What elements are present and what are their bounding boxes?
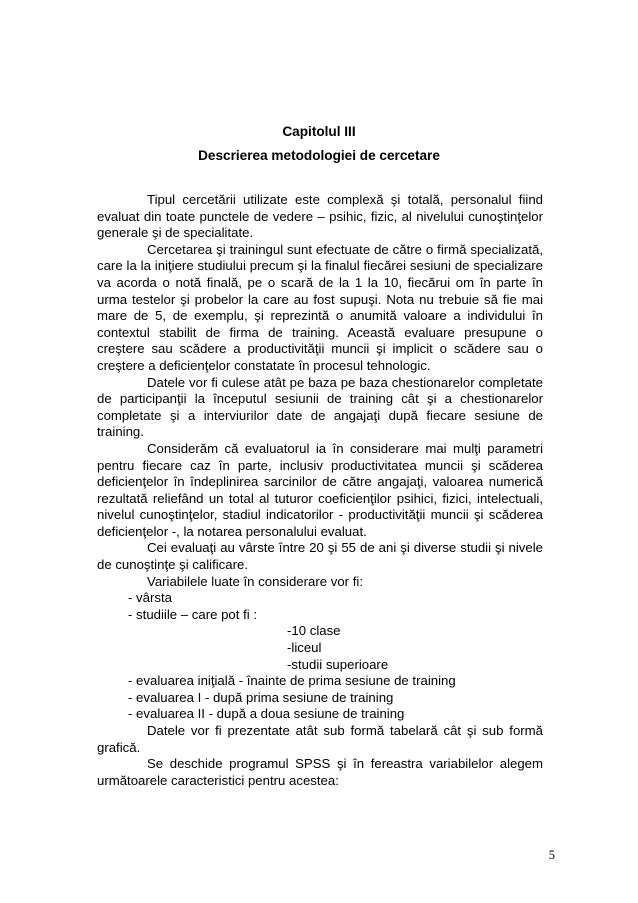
sub-list-item: -studii superioare — [287, 656, 389, 672]
paragraph: Considerăm că evaluatorul ia în considerare mai mulţi parametri pentru fiecare caz în parte, inclusiv productivitatea muncii şi scăderea deficienţelor în îndeplinirea sarcinilor de către angajaţi, valoarea numerică rezultată reliefând un total al tuturor coeficienţilor psihici, fizici, intelectuali, nivelul cunoştinţelor, stadiul indicatorilor - productivităţii muncii şi scăderea deficienţelor -, la notarea personalului evaluat. — [97, 440, 543, 539]
paragraph: Cei evaluaţi au vârste între 20 şi 55 de ani şi diverse studii şi nivele de cunoştinţe şi calificare. — [97, 540, 543, 573]
list-item: - vârsta — [128, 590, 172, 606]
page-number: 5 — [548, 848, 555, 862]
list-item: - evaluarea iniţială - înainte de prima sesiune de training — [128, 673, 456, 689]
variables-intro: Variabilele luate în considerare vor fi: — [147, 573, 363, 589]
chapter-label: Capitolul III — [282, 124, 356, 139]
body-text — [97, 192, 543, 789]
sub-list-item: -liceul — [287, 640, 322, 656]
paragraph: Tipul cercetării utilizate este complexă şi totală, personalul fiind evaluat din toate punctele de vedere – psihic, fizic, al nivelului cunoştinţelor generale şi de specialitate. — [97, 192, 543, 241]
list-item: - studiile – care pot fi : — [128, 606, 258, 622]
list-item: - evaluarea II - după a doua sesiune de training — [128, 706, 405, 722]
sub-list-item: -10 clase — [287, 623, 341, 639]
chapter-title: Descrierea metodologiei de cercetare — [198, 148, 440, 163]
list-item: - evaluarea I - după prima sesiune de training — [128, 689, 394, 705]
paragraph: Cercetarea şi trainingul sunt efectuate de către o firmă specializată, care la la iniţiere studiului precum şi la finalul fiecărei sesiuni de specializare va acorda o notă finală, pe o scară de la 1 la 10, fiecărui om în parte în urma testelor şi probelor la care au fost supuşi. Nota nu trebuie să fie mai mare de 5, de exemplu, şi reprezintă o anumită valoare a individului în contextul stabilit de firma de training. Această evaluare presupune o creştere sau scădere a productivităţii muncii şi implicit o scădere sau o creştere a deficienţelor constatate în procesul tehnologic. — [97, 241, 543, 373]
paragraph: Se deschide programul SPSS şi în fereastra variabilelor alegem următoarele caracteristici pentru acestea: — [97, 756, 543, 788]
paragraph: Datele vor fi culese atât pe baza pe baza chestionarelor completate de participanţii la începutul sesiunii de training cât şi a chestionarelor completate şi a interviurilor date de angajaţi după fiecare sesiune de training. — [97, 374, 543, 440]
paragraph: Datele vor fi prezentate atât sub formă tabelară cât şi sub formă grafică. — [97, 723, 543, 755]
